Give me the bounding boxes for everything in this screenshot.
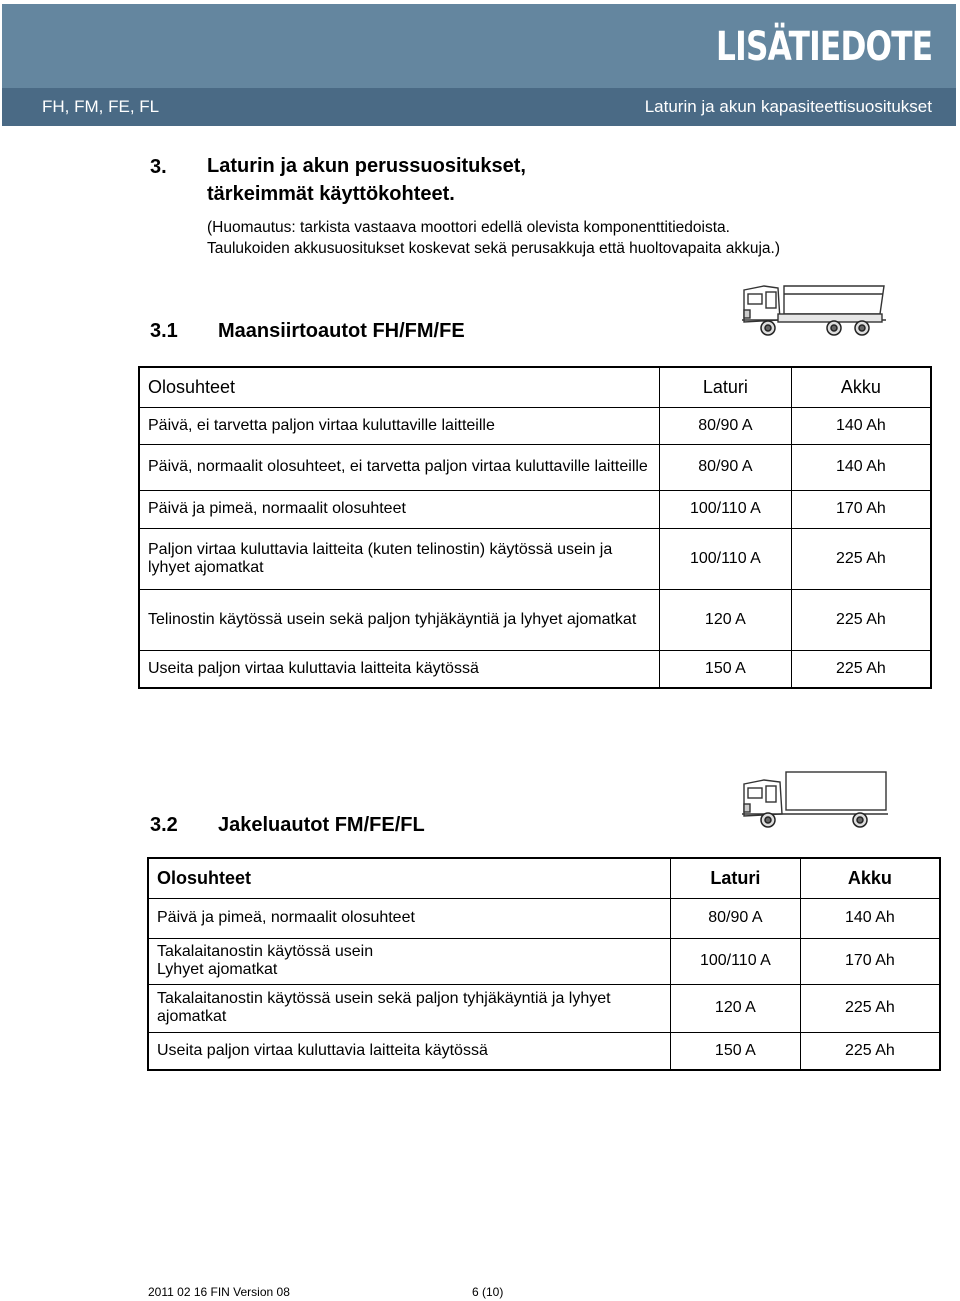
table-row (139, 407, 931, 444)
table-header-row (148, 858, 940, 898)
table-row (139, 650, 931, 688)
brand-logo: LISÄTIEDOTE (715, 24, 932, 70)
charger-cell: 100/110 A (671, 938, 801, 984)
condition-cell: Takalaitanostin käytössä usein sekä paljon tyhjäkäyntiä ja lyhyet ajomatkat (148, 984, 671, 1032)
subsection-3-2-title: Jakeluautot FM/FE/FL (218, 814, 425, 836)
table-row (139, 589, 931, 650)
table-row (148, 1032, 940, 1070)
condition-cell: Päivä, normaalit olosuhteet, ei tarvetta paljon virtaa kuluttaville laitteille (139, 444, 660, 490)
charger-cell: 120 A (660, 589, 792, 650)
table-row (139, 490, 931, 528)
section-number: 3. (150, 156, 167, 178)
subsection-3-2-number: 3.2 (150, 814, 178, 836)
battery-cell: 225 Ah (791, 650, 931, 688)
table-row (148, 984, 940, 1032)
charger-cell: 100/110 A (660, 528, 792, 589)
condition-line2: Lyhyet ajomatkat (157, 961, 278, 978)
condition-line1: Takalaitanostin käytössä usein (157, 943, 374, 960)
condition-cell: Päivä ja pimeä, normaalit olosuhteet (139, 490, 660, 528)
battery-cell: 140 Ah (791, 444, 931, 490)
table-earthmoving (138, 366, 932, 689)
battery-cell: 170 Ah (800, 938, 940, 984)
section-title-line1: Laturin ja akun perussuositukset, (207, 155, 526, 177)
battery-cell: 225 Ah (791, 589, 931, 650)
condition-cell: Telinostin käytössä usein sekä paljon tyhjäkäyntiä ja lyhyet ajomatkat (139, 589, 660, 650)
battery-cell: 225 Ah (800, 984, 940, 1032)
charger-cell: 80/90 A (671, 898, 801, 938)
charger-cell: 150 A (660, 650, 792, 688)
condition-cell: Päivä, ei tarvetta paljon virtaa kuluttaville laitteille (139, 407, 660, 444)
section-note-line1: (Huomautus: tarkista vastaava moottori edellä olevista komponenttitiedoista. (207, 219, 730, 236)
col-header-charger: Laturi (660, 367, 792, 407)
subsection-3-1-number: 3.1 (150, 320, 178, 342)
section-note-line2: Taulukoiden akkusuositukset koskevat sekä perusakkuja että huoltovapaita akkuja.) (207, 240, 780, 257)
condition-cell: Paljon virtaa kuluttavia laitteita (kuten telinostin) käytössä usein ja lyhyet ajomatkat (139, 528, 660, 589)
condition-cell: Päivä ja pimeä, normaalit olosuhteet (148, 898, 671, 938)
battery-cell: 225 Ah (800, 1032, 940, 1070)
section-title-line2: tärkeimmät käyttökohteet. (207, 183, 455, 205)
charger-cell: 100/110 A (660, 490, 792, 528)
header-doc-title: Laturin ja akun kapasiteettisuositukset (644, 97, 932, 116)
box-truck-icon (740, 768, 890, 830)
table-header-row (139, 367, 931, 407)
table-row (139, 528, 931, 589)
table-row (148, 938, 940, 984)
section-note (207, 217, 780, 259)
table-row (148, 898, 940, 938)
dump-truck-icon (740, 276, 888, 342)
col-header-conditions: Olosuhteet (139, 367, 660, 407)
battery-cell: 140 Ah (791, 407, 931, 444)
charger-cell: 80/90 A (660, 444, 792, 490)
charger-cell: 80/90 A (660, 407, 792, 444)
condition-cell: Useita paljon virtaa kuluttavia laitteita käytössä (139, 650, 660, 688)
footer-version: 2011 02 16 FIN Version 08 (148, 1285, 290, 1299)
col-header-conditions: Olosuhteet (148, 858, 671, 898)
header-models: FH, FM, FE, FL (42, 97, 160, 116)
battery-cell: 225 Ah (791, 528, 931, 589)
table-row (139, 444, 931, 490)
charger-cell: 150 A (671, 1032, 801, 1070)
battery-cell: 170 Ah (791, 490, 931, 528)
charger-cell: 120 A (671, 984, 801, 1032)
header-bar (2, 88, 956, 126)
battery-cell: 140 Ah (800, 898, 940, 938)
condition-cell (148, 938, 671, 984)
header-banner (2, 4, 956, 88)
col-header-battery: Akku (800, 858, 940, 898)
subsection-3-1-title: Maansiirtoautot FH/FM/FE (218, 320, 465, 342)
table-distribution (147, 857, 941, 1071)
col-header-battery: Akku (791, 367, 931, 407)
condition-cell: Useita paljon virtaa kuluttavia laitteita käytössä (148, 1032, 671, 1070)
col-header-charger: Laturi (671, 858, 801, 898)
footer-page-number: 6 (10) (472, 1285, 504, 1299)
section-title (207, 152, 526, 208)
